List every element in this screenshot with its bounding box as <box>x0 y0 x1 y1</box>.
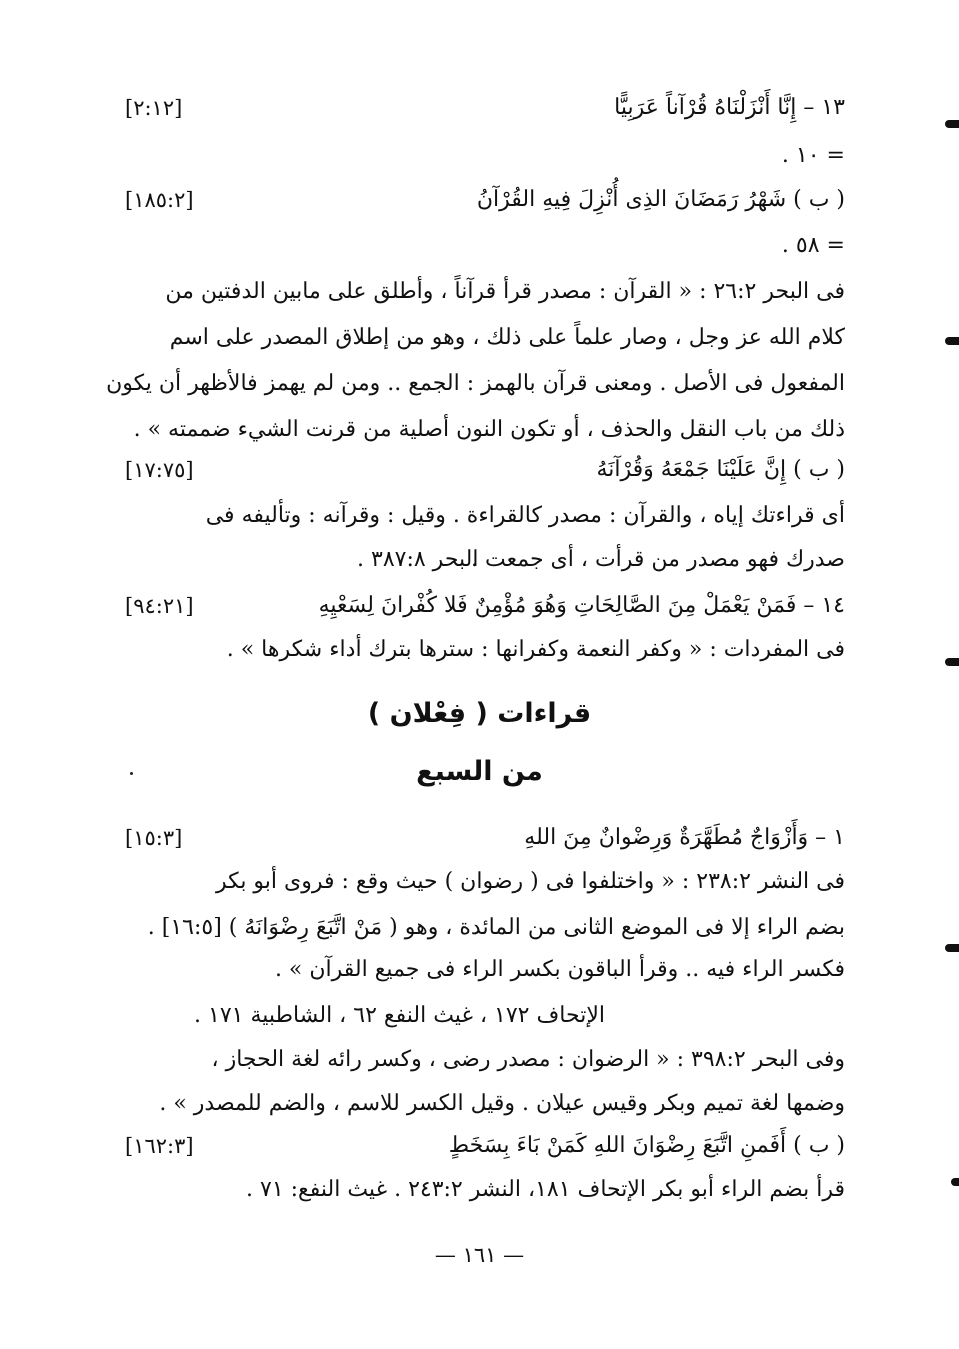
source-citation: البحر ٣٨٧:٨ . <box>357 547 479 572</box>
section-title: قراءات ( فِعْلان ) <box>367 698 592 729</box>
verse-reference: [٩٤:٢١] <box>125 594 194 618</box>
body-line <box>125 630 845 670</box>
count-text: = ١٠ . <box>781 143 845 168</box>
verse-reference: [١٨٥:٢] <box>125 188 194 212</box>
verse-reference: [٢:١٢] <box>125 96 183 120</box>
verse-text: ١٣ – إِنَّا أَنْزَلْنَاهُ قُرْآناً عَرَبِيًّا <box>614 95 845 120</box>
scan-edge-mark <box>945 658 959 666</box>
body-line <box>125 862 845 902</box>
verse-text: ١٤ – فَمَنْ يَعْمَلْ مِنَ الصَّالِحَاتِ وَهُوَ مُؤْمِنٌ فَلا كُفْرانَ لِسَعْيِهِ <box>318 593 845 618</box>
body-line <box>125 1040 845 1080</box>
count-line <box>125 136 845 176</box>
body-text: المفعول فى الأصل . ومعنى قرآن بالهمز : الجمع .. ومن لم يهمز فالأظهر أن يكون <box>106 371 845 396</box>
body-text: وفى البحر ٣٩٨:٢ : « الرضوان : مصدر رضى ، وكسر رائه لغة الحجاز ، <box>211 1047 845 1072</box>
body-text: وضمها لغة تميم وبكر وقيس عيلان . وقيل الكسر للاسم ، والضم للمصدر » . <box>159 1091 845 1116</box>
scan-edge-mark <box>945 944 959 952</box>
scan-edge-mark <box>945 120 959 128</box>
body-line <box>125 540 845 580</box>
body-text: فكسر الراء فيه .. وقرأ الباقون بكسر الراء فى جميع القرآن » . <box>274 957 845 982</box>
citation-line <box>125 996 845 1036</box>
body-line <box>125 272 845 312</box>
body-text: فى النشر ٢٣٨:٢ : « واختلفوا فى ( رضوان ) حيث وقع : فروى أبو بكر <box>216 869 845 894</box>
verse-text: ( ب ) شَهْرُ رَمَضَانَ الذِى أُنْزِلَ فِيهِ القُرْآنُ <box>476 187 845 212</box>
citation-text: الإتحاف ١٧٢ ، غيث النفع ٦٢ ، الشاطبية ١٧١ . <box>194 1003 605 1028</box>
verse-13 <box>125 88 845 128</box>
scan-edge-mark <box>945 337 959 345</box>
count-text: = ٥٨ . <box>781 233 845 258</box>
body-text: ذلك من باب النقل والحذف ، أو تكون النون أصلية من قرنت الشيء ضممته » . <box>133 417 845 442</box>
body-line <box>106 364 845 404</box>
verse-line <box>125 1126 845 1166</box>
verse-text: ( ب ) أَفَمنِ اتَّبَعَ رِضْوَانَ اللهِ كَمَنْ بَاءَ بِسَخَطٍ <box>448 1133 845 1158</box>
verse-1 <box>125 818 845 858</box>
verse-reference: [١٧:٧٥] <box>125 458 194 482</box>
body-line <box>125 908 845 948</box>
verse-text: ١ – وَأَزْوَاجٌ مُطَهَّرَةٌ وَرِضْوانٌ مِنَ اللهِ <box>524 825 845 850</box>
body-line <box>125 318 845 358</box>
verse-text: ( ب ) إِنَّ عَلَيْنَا جَمْعَهُ وَقُرْآنَهُ <box>596 457 845 482</box>
body-text: كلام الله عز وجل ، وصار علماً على ذلك ، وهو من إطلاق المصدر على اسم <box>169 325 845 350</box>
count-line <box>125 226 845 266</box>
verse-14 <box>125 586 845 626</box>
body-text: أى قراءتك إياه ، والقرآن : مصدر كالقراءة . وقيل : وقرآنه : وتأليفه فى <box>205 503 845 528</box>
verse-reference: [١٥:٣] <box>125 826 183 850</box>
body-text: فى البحر ٢٦:٢ : « القرآن : مصدر قرأ قرآناً ، وأطلق على مابين الدفتين من <box>165 279 845 304</box>
body-text: صدرك فهو مصدر من قرأت ، أى جمعت . <box>471 547 845 572</box>
body-line <box>125 950 845 990</box>
scan-edge-mark <box>951 1178 959 1186</box>
body-text: بضم الراء إلا فى الموضع الثانى من المائدة ، وهو ( مَنْ اتَّبَعَ رِضْوَانَهُ ) [١٦:٥] . <box>147 915 845 940</box>
page-number: — ١٦١ — <box>434 1243 525 1267</box>
body-text: قرأ بضم الراء أبو بكر الإتحاف ١٨١، النشر ٢٤٣:٢ . غيث النفع: ٧١ . <box>246 1177 845 1202</box>
verse-13b <box>125 180 845 220</box>
verse-line <box>125 450 845 490</box>
scan-speck <box>130 772 133 775</box>
body-line <box>125 1170 845 1210</box>
body-line <box>125 1084 845 1124</box>
body-line <box>125 410 845 450</box>
verse-reference: [١٦٢:٣] <box>125 1134 194 1158</box>
body-text: فى المفردات : « وكفر النعمة وكفرانها : سترها بترك أداء شكرها » . <box>226 637 845 662</box>
section-subtitle: من السبع <box>416 756 543 787</box>
body-line <box>125 496 845 536</box>
